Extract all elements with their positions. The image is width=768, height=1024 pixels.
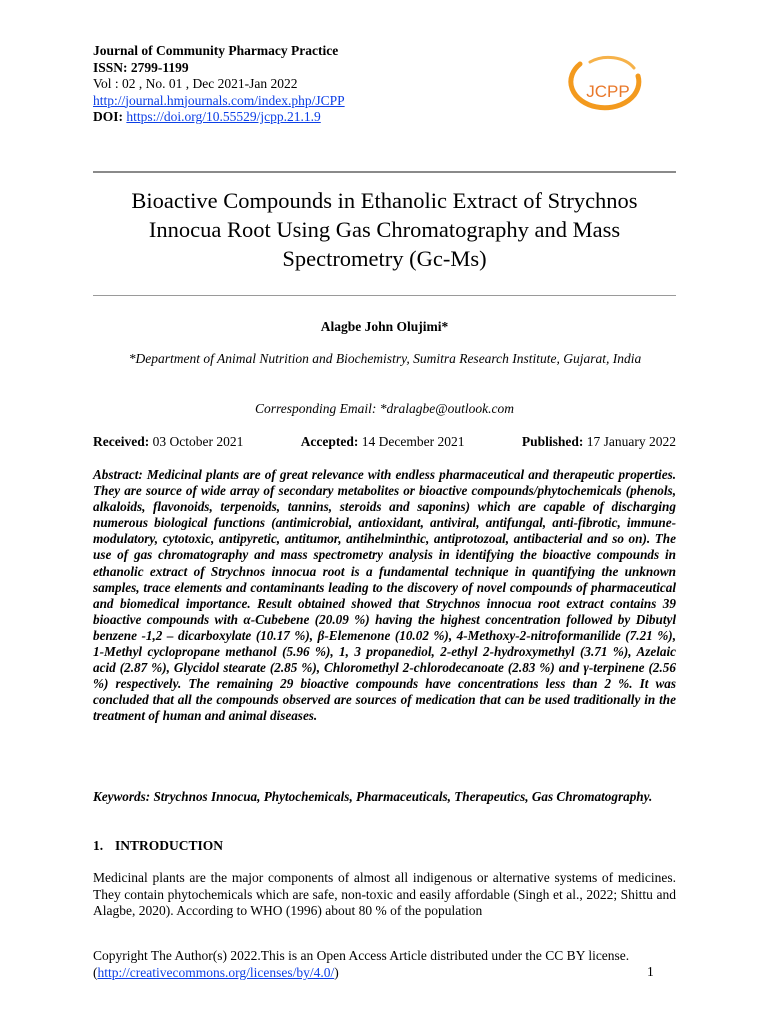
doi-label: DOI: bbox=[93, 109, 123, 124]
author-affiliation: *Department of Animal Nutrition and Biochemistry, Sumitra Research Institute, Gujarat, India bbox=[128, 351, 642, 366]
section-heading-introduction bbox=[93, 838, 223, 854]
received-date: Received: 03 October 2021 bbox=[93, 434, 244, 449]
journal-header bbox=[93, 43, 345, 126]
accepted-date: Accepted: 14 December 2021 bbox=[300, 434, 465, 449]
license-link[interactable]: http://creativecommons.org/licenses/by/4.0/ bbox=[97, 965, 335, 980]
title-divider bbox=[93, 295, 676, 296]
article-dates bbox=[93, 434, 676, 450]
header-divider bbox=[93, 171, 676, 173]
section-number: 1. bbox=[93, 838, 104, 853]
section-title: INTRODUCTION bbox=[115, 838, 224, 853]
introduction-paragraph: Medicinal plants are the major components of almost all indigenous or alternative systems of medicines. They contain phytochemicals which are safe, non-toxic and easily affordable (Singh et al., 2022; Shittu and Alagbe, 2020). According to WHO (1996) about 80 % of the population bbox=[93, 870, 676, 918]
copyright-text: Copyright The Author(s) 2022.This is an Open Access Article distributed under the CC BY license. ( bbox=[93, 948, 630, 980]
journal-name: Journal of Community Pharmacy Practice bbox=[93, 43, 339, 58]
jcpp-logo-graphic bbox=[560, 54, 654, 118]
copyright-footer: Copyright The Author(s) 2022.This is an Open Access Article distributed under the CC BY license. (http://creativecommons.org/licenses/by/4.0/) bbox=[93, 948, 630, 980]
corresponding-email: Corresponding Email: *dralagbe@outlook.com bbox=[254, 401, 515, 416]
abstract: Abstract: Medicinal plants are of great relevance with endless pharmaceutical and therapeutic properties. They are source of wide array of secondary metabolites or bioactive compounds/phytochemicals (phenols, alkaloids, flavonoids, terpenoids, tannins, steroids and saponins) which are capable of discharging numerous biological functions (antimicrobial, antioxidant, antiviral, antifungal, anti-fibrotic, immune-modulatory, cytotoxic, antipyretic, antitumor, antihelminthic, antiprotozoal, antibacterial and so on). The use of gas chromatography and mass spectrometry analysis in identifying the bioactive compounds in ethanolic extract of Strychnos innocua root is a fundamental technique in quantifying the unknown samples, trace elements and contaminants leading to the discovery of novel compounds of pharmaceutical and biomedical importance. Result obtained showed that Strychnos innocua root extract contains 39 bioactive compounds with α-Cubebene (20.09 %) having the highest concentration followed by Dibutyl benzene -1,2 – dicarboxylate (10.17 %), β-Elemenone (10.02 %), 4-Methoxy-2-nitroformanilide (7.21 %), 1-Methyl cyclopropane methanol (5.96 %), 1, 3 propanediol, 2-ethyl 2-hydroxymethyl (3.71 %), Azelaic acid (2.87 %), Glycidol stearate (2.85 %), Chloromethyl 2-chlorodecanoate (2.83 %) and γ-terpinene (2.56 %) respectively. The remaining 29 bioactive compounds have concentrations less than 2 %. It was concluded that all the compounds observed are sources of medication that can be used traditionally in the treatment of human and animal diseases. bbox=[93, 467, 676, 724]
paper-title: Bioactive Compounds in Ethanolic Extract of Strychnos Innocua Root Using Gas Chromatography and Mass Spectrometry (Gc-Ms) bbox=[131, 188, 638, 271]
author-name: Alagbe John Olujimi* bbox=[320, 319, 449, 334]
page-number: 1 bbox=[647, 964, 654, 979]
journal-url-link[interactable]: http://journal.hmjournals.com/index.php/JCPP bbox=[93, 92, 345, 108]
published-date: Published: 17 January 2022 bbox=[521, 434, 676, 449]
jcpp-logo bbox=[560, 54, 654, 118]
issn: ISSN: 2799-1199 bbox=[93, 59, 189, 75]
keywords: Keywords: Strychnos Innocua, Phytochemicals, Pharmaceuticals, Therapeutics, Gas Chromatography. bbox=[93, 789, 653, 804]
volume-info: Vol : 02 , No. 01 , Dec 2021-Jan 2022 bbox=[93, 76, 298, 91]
logo-text: JCPP bbox=[586, 82, 630, 101]
doi-link[interactable]: https://doi.org/10.55529/jcpp.21.1.9 bbox=[126, 109, 321, 124]
